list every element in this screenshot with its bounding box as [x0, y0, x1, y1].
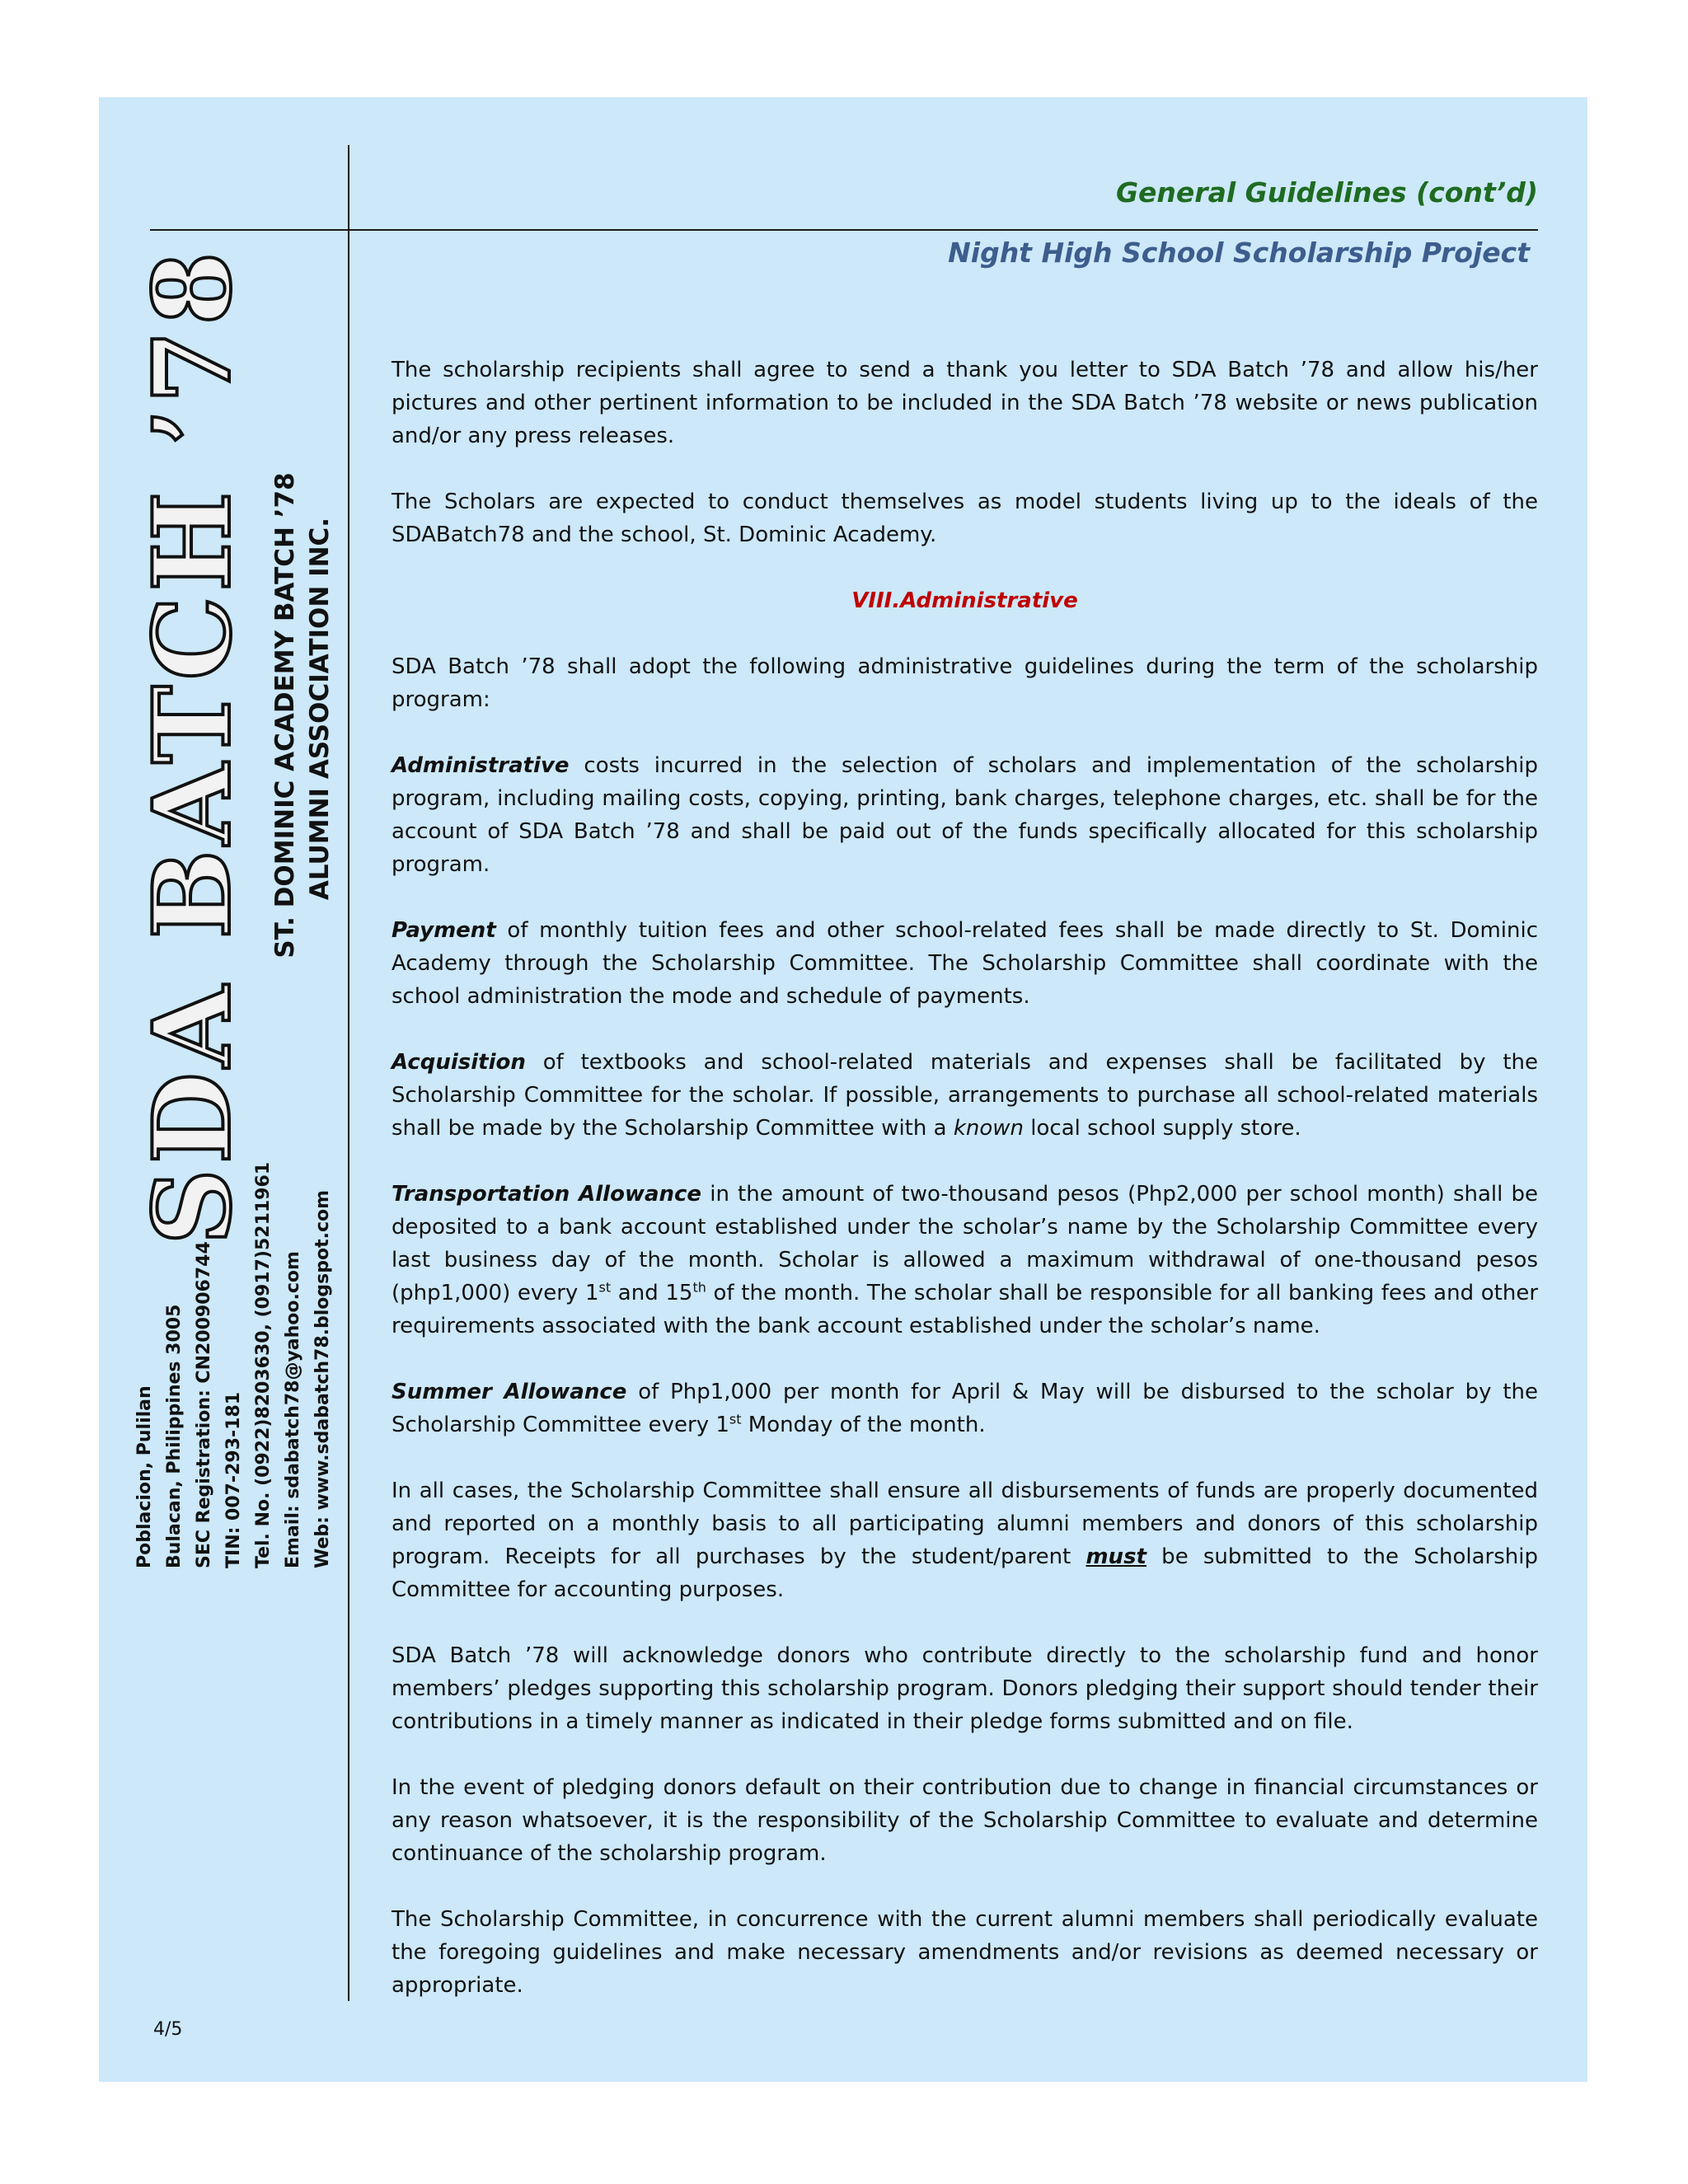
ordinal-suffix: st [729, 1411, 742, 1427]
paragraph-review: The Scholarship Committee, in concurrence with the current alumni members shall periodically evaluate the foregoing guidelines and make necessary amendments and/or revisions as deemed necessary or appropriate. [392, 1907, 1538, 1998]
organization-name-line1: ST. DOMINIC ACADEMY BATCH ’78 [270, 472, 300, 958]
paragraph-thank-you: The scholarship recipients shall agree to send a thank you letter to SDA Batch ’78 and allow his/her pictures and other pertinent information to be included in the SDA Batch ’78 website or news publication and/or any press releases. [392, 358, 1538, 448]
website-address: Web: www.sdabatch78.blogspot.com [312, 1189, 333, 1568]
paragraph-text: of the month. The scholar shall be responsible for all banking fees and other requirements associated with the bank account established under the scholar’s name. [392, 1281, 1539, 1338]
lead-term: Payment [392, 918, 496, 943]
contact-block [130, 1161, 333, 1568]
lead-term: Transportation Allowance [392, 1182, 702, 1207]
paragraph-text: local school supply store. [1024, 1116, 1301, 1141]
section-heading: VIII.Administrative [851, 588, 1078, 613]
lead-term: Administrative [392, 753, 570, 778]
address-line2: Bulacan, Philippines 3005 [164, 1304, 185, 1568]
sidebar-divider [348, 145, 349, 2001]
paragraph-text: Monday of the month. [741, 1413, 986, 1437]
paragraph-text: in the amount of two-thousand pesos (Php2,000 per school month) shall be deposited to a bank account established under the scholar’s name by the Scholarship Committee every last business day of the month. Scholar is allowed a maximum withdrawal of one-thousand pesos (php1,000) every 1 [392, 1182, 1538, 1305]
sec-registration: SEC Registration: CN200906744 [194, 1241, 214, 1568]
ordinal-suffix: th [692, 1279, 706, 1296]
paragraph-text: of monthly tuition fees and other school-related fees shall be made directly to St. Dominic Academy through the Scholarship Committee. The Scholarship Committee shall coordinate with the school administration the mode and schedule of payments. [392, 918, 1538, 1009]
page-title: General Guidelines (cont’d) [1115, 176, 1538, 209]
paragraph-summer [392, 1376, 1538, 1441]
lead-term: Summer Allowance [392, 1380, 627, 1404]
paragraph-conduct: The Scholars are expected to conduct themselves as model students living up to the ideals of the SDABatch78 and the school, St. Dominic Academy. [392, 490, 1538, 547]
paragraph-text: In all cases, the Scholarship Committee shall ensure all disbursements of funds are properly documented and reported on a monthly basis to all participating alumni members and donors of this scholarship program. Receipts for all purchases by the student/parent [392, 1479, 1538, 1569]
paragraph-text: and 15 [611, 1281, 693, 1305]
document-body [392, 354, 1538, 2035]
organization-name-line2: ALUMNI ASSOCIATION INC. [305, 517, 335, 901]
page-number: 4/5 [153, 2019, 183, 2040]
paragraph-text: costs incurred in the selection of scholars and implementation of the scholarship program, including mailing costs, copying, printing, bank charges, telephone charges, etc. shall be for the account of SDA Batch ’78 and shall be paid out of the funds specifically allocated for this scholarship program. [392, 753, 1538, 877]
ordinal-suffix: st [598, 1279, 612, 1296]
telephone-numbers: Tel. No. (0922)8203630, (0917)5211961 [253, 1161, 274, 1568]
paragraph-payment [392, 914, 1538, 1013]
email-address: Email: sdabatch78@yahoo.com [283, 1251, 303, 1568]
paragraph-acquisition [392, 1046, 1538, 1145]
lead-term: Acquisition [392, 1050, 526, 1075]
paragraph-text: be submitted to the Scholarship Committee for accounting purposes. [392, 1544, 1539, 1602]
paragraph-administrative [392, 749, 1538, 881]
emphasis-must: must [1085, 1544, 1146, 1569]
paragraph-text: of textbooks and school-related materials and expenses shall be facilitated by the Scholarship Committee for the scholar. If possible, arrangements to purchase all school-related materials shall be made by the Scholarship Committee with a [392, 1050, 1538, 1141]
paragraph-default: In the event of pledging donors default on their contribution due to change in financial circumstances or any reason whatsoever, it is the responsibility of the Scholarship Committee to evaluate and determine continuance of the scholarship program. [392, 1775, 1538, 1866]
paragraph-text: of Php1,000 per month for April & May will be disbursed to the scholar by the Scholarship Committee every 1 [392, 1380, 1539, 1437]
paragraph-acknowledge: SDA Batch ’78 will acknowledge donors who contribute directly to the scholarship fund and honor members’ pledges supporting this scholarship program. Donors pledging their support should tender their contributions in a timely manner as indicated in their pledge forms submitted and on file. [392, 1643, 1538, 1734]
paragraph-transportation [392, 1178, 1538, 1343]
address-line1: Poblacion, Pulilan [134, 1385, 155, 1568]
header-divider [150, 229, 1538, 231]
emphasis-known: known [953, 1116, 1024, 1141]
tin-number: TIN: 007-293-181 [223, 1391, 244, 1568]
paragraph-admin-intro: SDA Batch ’78 shall adopt the following administrative guidelines during the term of the scholarship program: [392, 654, 1538, 712]
sda-batch-logo: SDA BATCH ’78 [131, 246, 255, 1245]
paragraph-all-cases [392, 1474, 1538, 1606]
page-subtitle: Night High School Scholarship Project [948, 237, 1530, 269]
